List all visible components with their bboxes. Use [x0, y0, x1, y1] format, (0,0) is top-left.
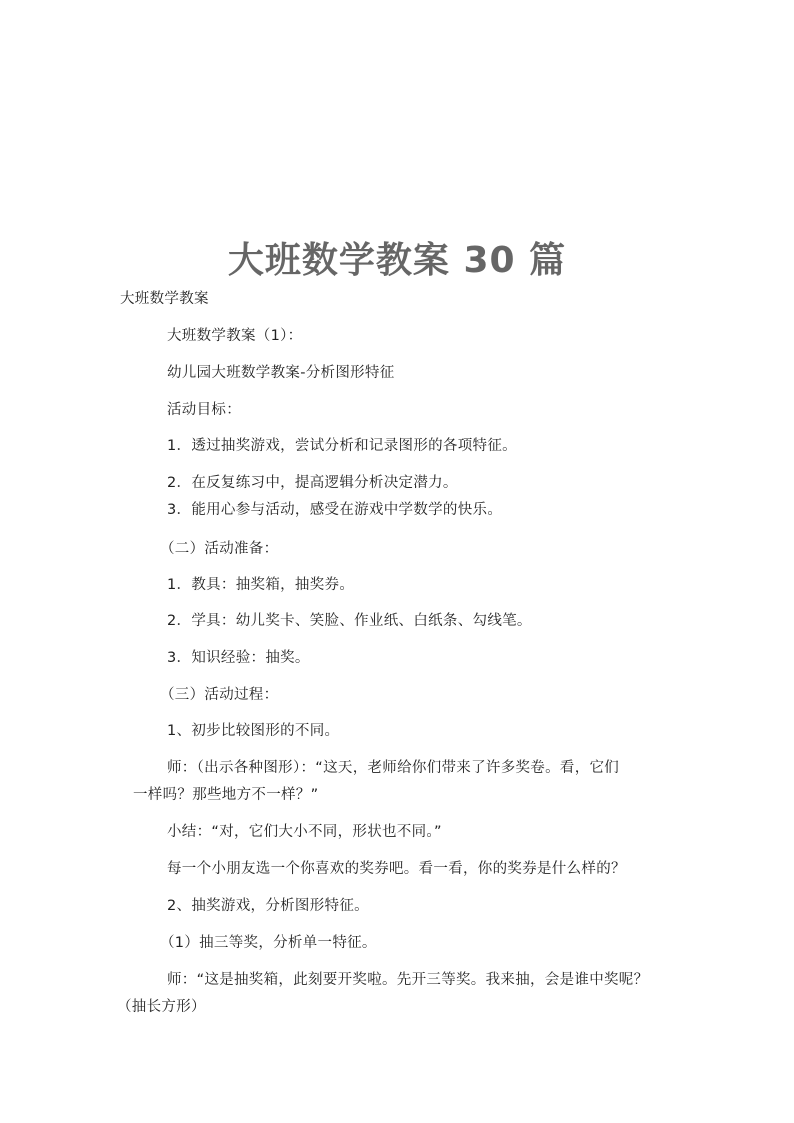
- paragraph-line: 师：“这是抽奖箱，此刻要开奖啦。先开三等奖。我来抽，会是谁中奖呢？: [167, 972, 649, 988]
- paragraph-line: （1）抽三等奖，分析单一特征。: [160, 935, 377, 951]
- paragraph-line: 1．透过抽奖游戏，尝试分析和记录图形的各项特征。: [167, 438, 517, 454]
- paragraph-line: 师：（出示各种图形）：“这天，老师给你们带来了许多奖卷。看，它们: [167, 760, 620, 776]
- paragraph-line: （三）活动过程：: [160, 687, 279, 703]
- paragraph-line: 2．学具：幼儿奖卡、笑脸、作业纸、白纸条、勾线笔。: [167, 613, 532, 629]
- document-title: 大班数学教案 30 篇: [227, 240, 567, 281]
- paragraph-line: 1．教具：抽奖箱，抽奖券。: [167, 577, 355, 593]
- paragraph-line: 2．在反复练习中，提高逻辑分析决定潜力。: [167, 475, 458, 491]
- paragraph-line: 幼儿园大班数学教案-分析图形特征: [167, 365, 395, 381]
- paragraph-line: 活动目标：: [167, 402, 241, 418]
- paragraph-line: 小结：“对，它们大小不同，形状也不同。”: [167, 824, 442, 840]
- paragraph-line: （二）活动准备：: [160, 541, 279, 557]
- section-heading: 大班数学教案: [120, 291, 209, 307]
- paragraph-line: 大班数学教案（1）：: [167, 328, 303, 344]
- paragraph-line: （抽长方形）: [117, 999, 206, 1015]
- paragraph-line: 一样吗？那些地方不一样？”: [133, 787, 319, 803]
- paragraph-line: 每一个小朋友选一个你喜欢的奖券吧。看一看，你的奖券是什么样的？: [167, 861, 626, 877]
- paragraph-line: 3．知识经验：抽奖。: [167, 650, 310, 666]
- paragraph-line: 1、初步比较图形的不同。: [167, 723, 340, 739]
- paragraph-line: 2、抽奖游戏，分析图形特征。: [167, 898, 369, 914]
- paragraph-line: 3．能用心参与活动，感受在游戏中学数学的快乐。: [167, 502, 503, 518]
